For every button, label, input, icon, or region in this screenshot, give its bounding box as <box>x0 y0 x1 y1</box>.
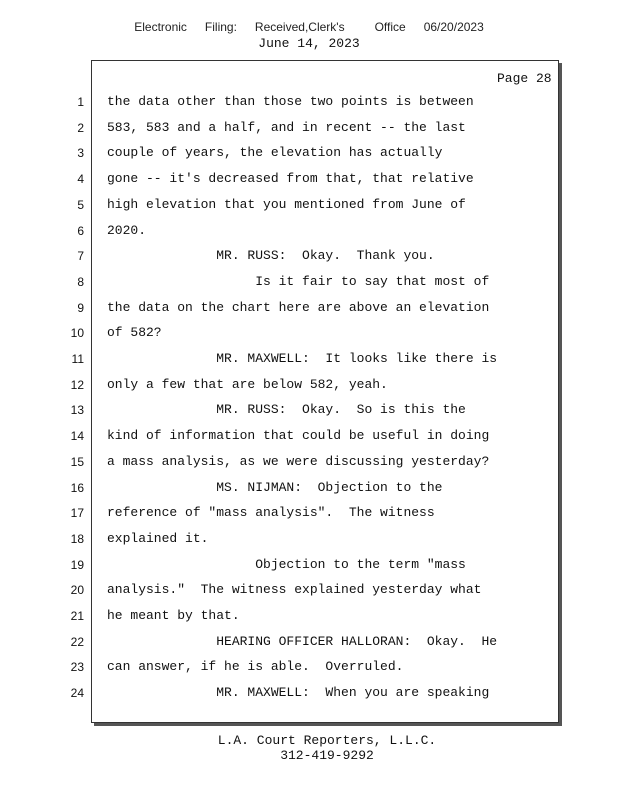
line-number: 6 <box>77 223 84 238</box>
line-number: 13 <box>70 403 84 418</box>
line-number: 2 <box>77 120 84 135</box>
line-number: 17 <box>70 506 84 521</box>
page-number: Page 28 <box>497 71 552 86</box>
line-number: 9 <box>77 300 84 315</box>
transcript-line: MR. MAXWELL: It looks like there is <box>107 351 498 366</box>
line-number: 16 <box>70 480 84 495</box>
line-number: 15 <box>70 454 84 469</box>
transcript-line: gone -- it's decreased from that, that relative <box>107 171 474 187</box>
transcript-line: kind of information that could be useful in doing <box>107 428 490 444</box>
footer-company: L.A. Court Reporters, L.L.C. <box>217 733 437 748</box>
transcript-line: of 582? <box>107 325 162 341</box>
line-number: 20 <box>70 583 84 598</box>
transcript-line: couple of years, the elevation has actually <box>107 145 443 161</box>
transcript-line: 2020. <box>107 222 147 238</box>
filing-electronic: Electronic <box>134 20 187 34</box>
filing-stamp <box>0 20 618 34</box>
line-number: 1 <box>77 95 84 109</box>
transcript-line: analysis." The witness explained yesterday what <box>107 582 482 598</box>
transcript-line: reference of "mass analysis". The witness <box>107 505 435 521</box>
transcript-line: the data other than those two points is between <box>107 94 474 109</box>
line-number: 19 <box>70 557 84 572</box>
transcript-line: a mass analysis, as we were discussing yesterday? <box>107 453 490 469</box>
transcript-line: the data on the chart here are above an elevation <box>107 299 490 315</box>
transcript-line: can answer, if he is able. Overruled. <box>107 659 404 675</box>
line-number: 3 <box>77 146 84 161</box>
transcript-line: 583, 583 and a half, and in recent -- the last <box>107 119 466 135</box>
transcript-line: explained it. <box>107 530 209 546</box>
transcript-line: MR. RUSS: Okay. Thank you. <box>107 248 435 264</box>
line-number: 12 <box>70 377 84 392</box>
footer-phone: 312-419-9292 <box>280 748 374 763</box>
line-number: 18 <box>70 531 84 546</box>
transcript-line: HEARING OFFICER HALLORAN: Okay. He <box>107 633 498 649</box>
transcript-date: June 14, 2023 <box>258 36 360 51</box>
line-number: 4 <box>77 172 84 187</box>
filing-office: Office <box>374 20 406 34</box>
line-number: 22 <box>70 634 84 649</box>
transcript-line: Is it fair to say that most of <box>107 273 490 289</box>
transcript-line: MR. RUSS: Okay. So is this the <box>107 402 466 418</box>
transcript-line: MS. NIJMAN: Objection to the <box>107 479 443 495</box>
line-number: 21 <box>70 609 84 623</box>
line-number: 10 <box>70 326 84 341</box>
line-number: 14 <box>70 429 84 444</box>
transcript-line: only a few that are below 582, yeah. <box>107 376 388 392</box>
line-number: 7 <box>77 249 84 264</box>
line-number: 23 <box>70 660 84 675</box>
line-number: 24 <box>70 686 84 701</box>
footer <box>0 733 618 763</box>
transcript-line: he meant by that. <box>107 608 240 623</box>
line-number: 5 <box>77 197 84 212</box>
filing-date: 06/20/2023 <box>423 20 484 34</box>
filing-label: Filing: <box>204 20 237 34</box>
filing-received: Received,Clerk's <box>254 20 345 34</box>
line-number: 11 <box>71 352 84 366</box>
transcript-line: high elevation that you mentioned from June of <box>107 196 466 212</box>
transcript-line: MR. MAXWELL: When you are speaking <box>107 685 490 701</box>
transcript-line: Objection to the term "mass <box>107 556 466 572</box>
line-number: 8 <box>77 274 84 289</box>
